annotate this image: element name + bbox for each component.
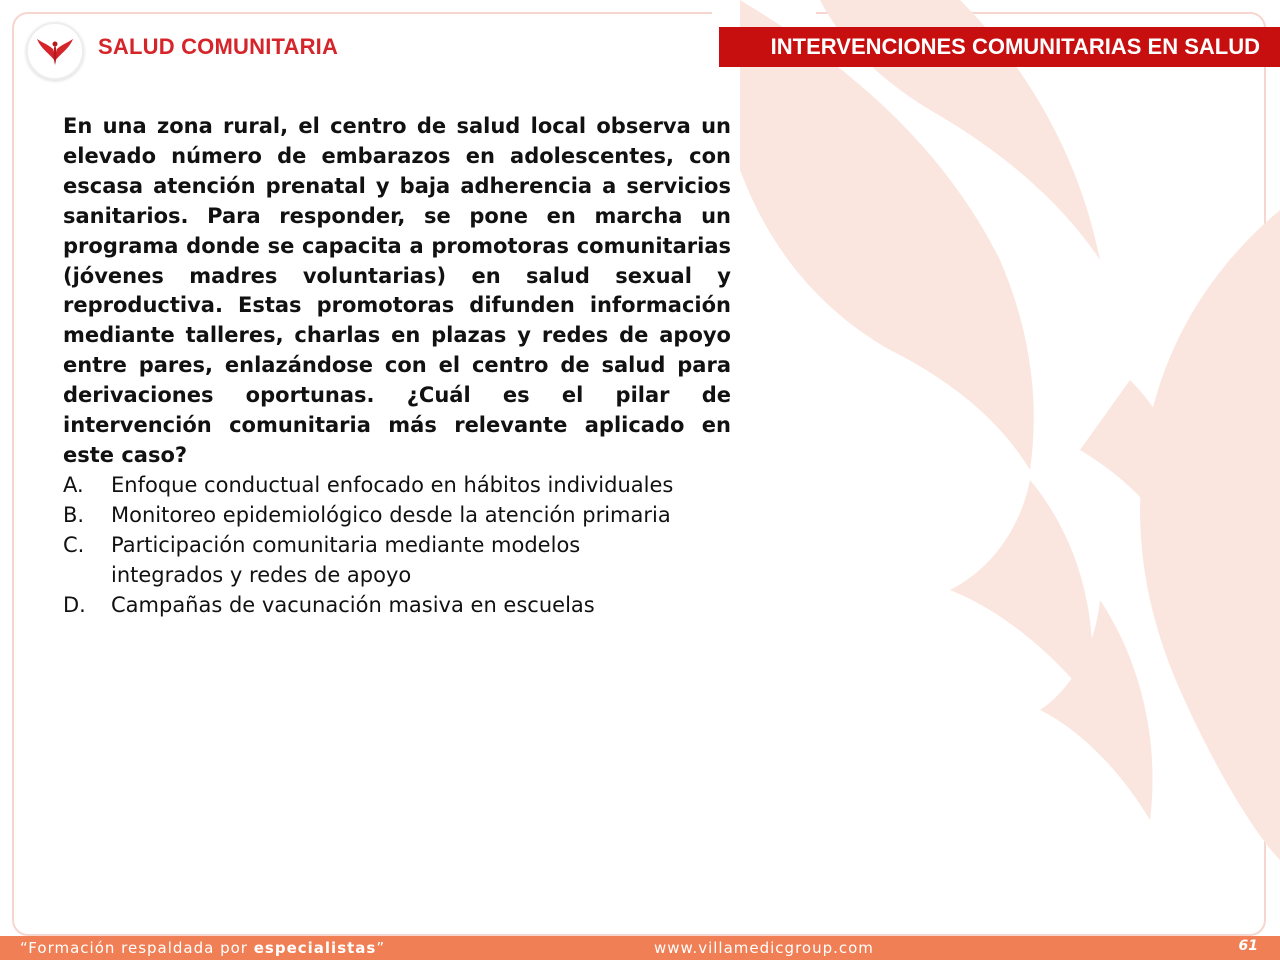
slogan-prefix: “Formación respaldada por [20, 939, 254, 957]
phoenix-logo-icon [26, 22, 84, 80]
footer-slogan [20, 939, 385, 957]
option-text: Participación comunitaria mediante modelos integrados y redes de apoyo [111, 532, 581, 587]
answer-options [63, 471, 731, 621]
brand-title: SALUD COMUNITARIA [98, 34, 339, 59]
option-b [63, 501, 731, 531]
page-number: 61 [1238, 938, 1258, 954]
option-letter: A. [63, 473, 84, 497]
option-letter: B. [63, 502, 85, 527]
option-a [63, 471, 731, 501]
footer-bar [0, 936, 1280, 960]
option-d [63, 591, 731, 621]
question-text: En una zona rural, el centro de salud local observa un elevado número de embarazos en adolescentes, con escasa atención prenatal y baja adherencia a servicios sanitarios. Para responder, se pone en marcha un programa donde se capacita a promotoras comunitarias (jóvenes madres voluntarias) en salud sexual y reproductiva. Estas promotoras difunden información mediante talleres, charlas en plazas y redes de apoyo entre pares, enlazándose con el centro de salud para derivaciones oportunas. ¿Cuál es el pilar de intervención comunitaria más relevante aplicado en este caso? [63, 114, 731, 467]
option-letter: D. [63, 592, 86, 617]
option-text: Enfoque conductual enfocado en hábitos individuales [111, 473, 674, 497]
option-c [63, 531, 731, 591]
section-tag: INTERVENCIONES COMUNITARIAS EN SALUD [719, 27, 1280, 67]
phoenix-watermark [700, 0, 1280, 936]
footer-url[interactable]: www.villamedicgroup.com [654, 939, 874, 957]
option-text: Campañas de vacunación masiva en escuelas [111, 592, 595, 617]
slogan-bold: especialistas [253, 939, 377, 957]
option-letter: C. [63, 532, 85, 557]
option-text: Monitoreo epidemiológico desde la atención primaria [111, 502, 671, 527]
slogan-suffix: ” [376, 939, 386, 957]
